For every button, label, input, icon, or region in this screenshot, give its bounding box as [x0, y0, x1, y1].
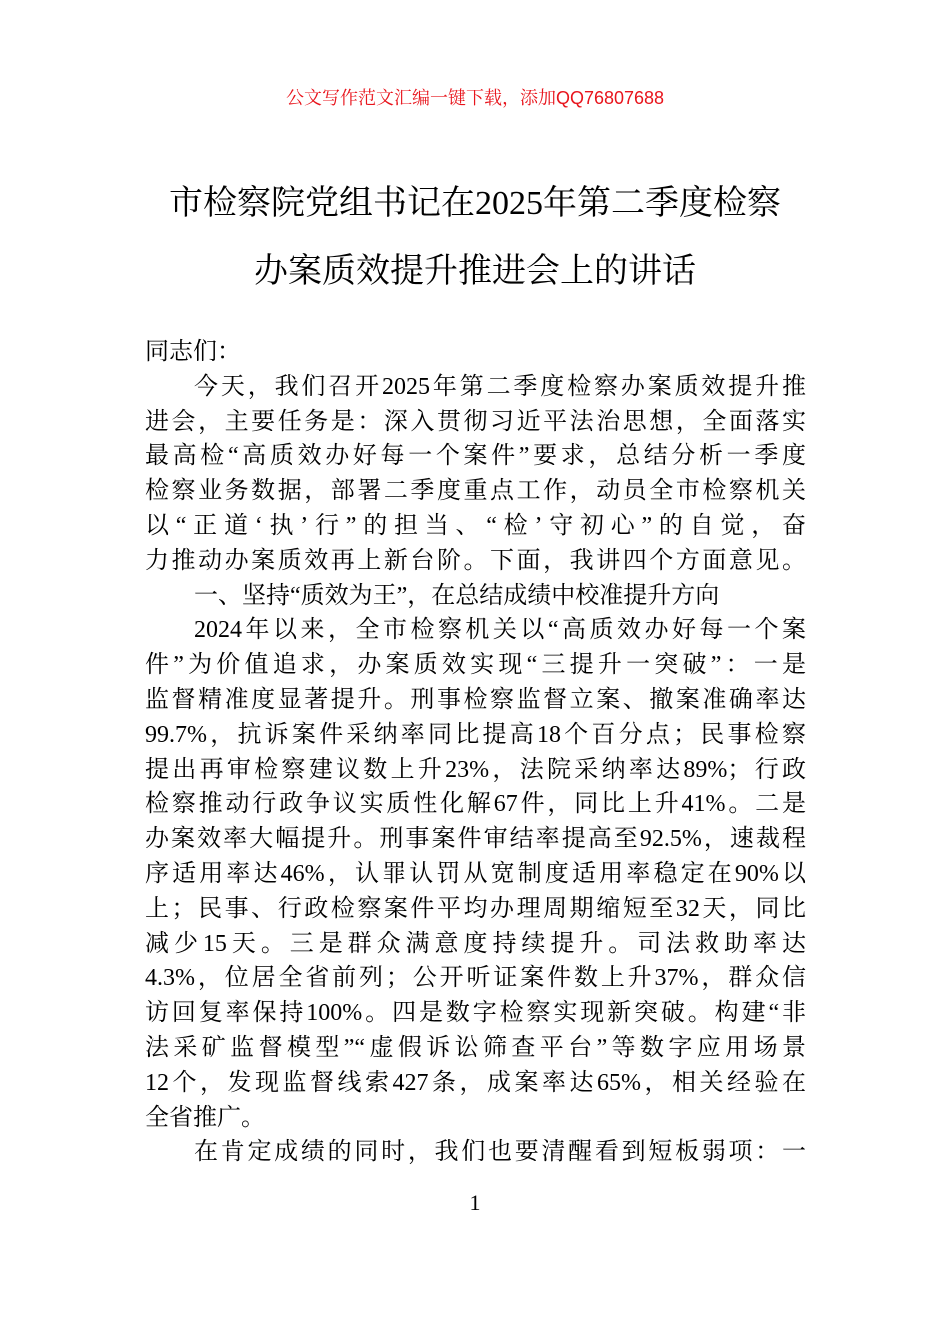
body-line: 在肯定成绩的同时，我们也要清醒看到短板弱项：一	[194, 1139, 806, 1166]
body-line: 法采矿监督模型”“虚假诉讼筛查平台”等数字应用场景	[145, 1034, 806, 1061]
body-line: 以“正道‘执’行”的担当、“检’守初心”的自觉，奋	[145, 512, 806, 539]
body-line: 检察业务数据，部署二季度重点工作，动员全市检察机关	[145, 478, 806, 505]
body-line: 提出再审检察建议数上升23%，法院采纳率达89%；行政	[145, 756, 806, 783]
body-line: 力推动办案质效再上新台阶。下面，我讲四个方面意见。	[145, 547, 806, 574]
download-banner: 公文写作范文汇编一键下载，添加QQ76807688	[285, 88, 665, 108]
document-title-line-2: 办案质效提升推进会上的讲话	[254, 253, 696, 290]
body-line: 办案效率大幅提升。刑事案件审结率提高至92.5%，速裁程	[145, 826, 806, 853]
body-line: 99.7%，抗诉案件采纳率同比提高18个百分点；民事检察	[145, 721, 806, 748]
body-line: 上；民事、行政检察案件平均办理周期缩短至32天，同比	[145, 895, 806, 922]
page-number: 1	[469, 1190, 481, 1215]
body-line: 12个，发现监督线索427条，成案率达65%，相关经验在	[145, 1069, 806, 1096]
body-line: 2024年以来，全市检察机关以“高质效办好每一个案	[194, 617, 806, 644]
body-line: 监督精准度显著提升。刑事检察监督立案、撤案准确率达	[145, 686, 806, 713]
body-line: 访回复率保持100%。四是数字检察实现新突破。构建“非	[145, 1000, 806, 1027]
document-title-line-1: 市检察院党组书记在2025年第二季度检察	[169, 185, 781, 222]
body-line: 今天，我们召开2025年第二季度检察办案质效提升推	[194, 373, 806, 400]
section-heading: 一、坚持“质效为王”，在总结成绩中校准提升方向	[194, 582, 720, 609]
body-line: 全省推广。	[145, 1104, 265, 1131]
body-line: 4.3%，位居全省前列；公开听证案件数上升37%，群众信	[145, 965, 806, 992]
salutation: 同志们：	[145, 339, 241, 365]
body-line: 件”为价值追求，办案质效实现“三提升一突破”：一是	[145, 652, 806, 679]
body-line: 检察推动行政争议实质性化解67件，同比上升41%。二是	[145, 791, 806, 818]
body-line: 序适用率达46%，认罪认罚从宽制度适用率稳定在90%以	[145, 860, 806, 887]
body-line: 进会，主要任务是：深入贯彻习近平法治思想，全面落实	[145, 408, 806, 435]
body-line: 最高检“高质效办好每一个案件”要求，总结分析一季度	[145, 443, 806, 470]
body-line: 减少15天。三是群众满意度持续提升。司法救助率达	[145, 930, 806, 957]
document-body	[145, 335, 806, 1170]
